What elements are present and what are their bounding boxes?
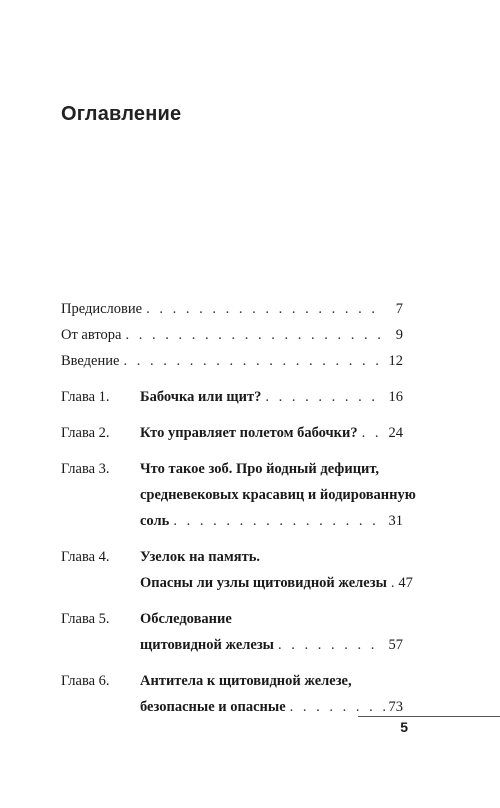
toc-entry-introduction[interactable] — [61, 348, 403, 374]
chapter-prefix: Глава 1. — [61, 389, 110, 405]
toc-entry-page: 12 — [388, 353, 403, 369]
toc-entry-title-line: щитовидной железы — [140, 637, 274, 653]
toc-entry-title-line: Опасны ли узлы щитовидной железы — [140, 575, 387, 591]
dot-leader — [169, 508, 385, 534]
table-of-contents — [61, 296, 416, 720]
dot-leader — [358, 420, 385, 446]
toc-entry-page: 47 — [398, 575, 413, 591]
footer-rule — [358, 716, 500, 717]
toc-entry-title-line: Антитела к щитовидной железе, — [140, 673, 352, 689]
toc-entry-chapter-3[interactable] — [61, 456, 416, 534]
chapter-prefix: Глава 4. — [61, 549, 110, 565]
dot-leader — [274, 632, 385, 658]
page-title: Оглавление — [61, 103, 182, 125]
dot-leader — [261, 384, 385, 410]
dot-leader — [142, 296, 385, 322]
chapter-prefix: Глава 6. — [61, 673, 110, 689]
toc-entry-title: Бабочка или щит? — [140, 389, 262, 405]
toc-entry-page: 16 — [388, 389, 403, 405]
chapter-prefix: Глава 5. — [61, 611, 110, 627]
toc-entry-chapter-5[interactable] — [61, 606, 403, 658]
dot-leader — [387, 570, 395, 596]
toc-entry-title-line: Узелок на память. — [140, 549, 261, 565]
toc-entry-from-author[interactable] — [61, 322, 403, 348]
toc-entry-title-line: средневековых красавиц и йодированную — [140, 487, 416, 503]
toc-entry-title: Предисловие — [61, 301, 143, 317]
toc-entry-page: 24 — [388, 425, 403, 441]
toc-entry-title-line: Обследование — [140, 611, 232, 627]
toc-entry-chapter-6[interactable] — [61, 668, 403, 720]
chapter-prefix: Глава 2. — [61, 425, 110, 441]
toc-entry-page: 31 — [388, 513, 403, 529]
dot-leader — [119, 348, 385, 374]
toc-entry-page: 9 — [395, 327, 403, 343]
toc-entry-preface[interactable] — [61, 296, 403, 322]
toc-entry-page: 73 — [388, 699, 403, 715]
toc-entry-page: 7 — [395, 301, 403, 317]
toc-entry-chapter-1[interactable] — [61, 384, 403, 410]
toc-entry-title-line: безопасные и опасные — [140, 699, 286, 715]
toc-entry-title-line: соль — [140, 513, 170, 529]
toc-entry-title: Кто управляет полетом бабочки? — [140, 425, 358, 441]
page-number: 5 — [400, 719, 408, 735]
toc-entry-page: 57 — [388, 637, 403, 653]
dot-leader — [121, 322, 385, 348]
toc-entry-title: Введение — [61, 353, 120, 369]
chapter-prefix: Глава 3. — [61, 461, 110, 477]
toc-entry-chapter-4[interactable] — [61, 544, 413, 596]
toc-entry-title: От автора — [61, 327, 122, 343]
toc-entry-chapter-2[interactable] — [61, 420, 403, 446]
toc-entry-title-line: Что такое зоб. Про йодный дефицит, — [140, 461, 380, 477]
